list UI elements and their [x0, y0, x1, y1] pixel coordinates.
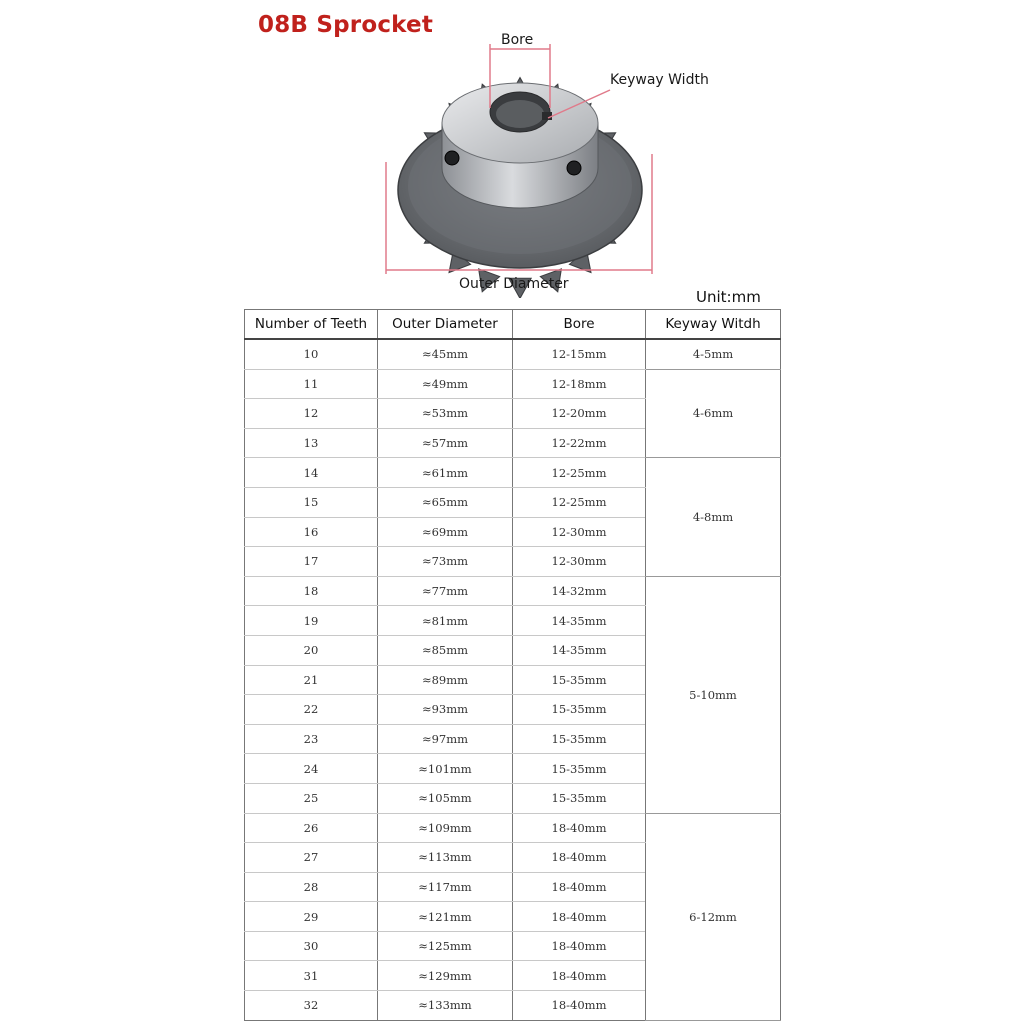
teeth-cell: 23 — [245, 724, 378, 754]
teeth-cell: 21 — [245, 665, 378, 695]
keyway-slot — [542, 112, 552, 120]
outer-diameter-cell: ≈109mm — [378, 813, 513, 843]
teeth-cell: 19 — [245, 606, 378, 636]
bore-cell: 12-20mm — [513, 399, 646, 429]
bore-cell: 15-35mm — [513, 754, 646, 784]
outer-diameter-cell: ≈65mm — [378, 487, 513, 517]
keyway-width-cell: 4-8mm — [646, 458, 781, 576]
bore-cell: 12-25mm — [513, 487, 646, 517]
table-row — [245, 458, 781, 488]
bore-cell: 18-40mm — [513, 931, 646, 961]
header-keyway-width: Keyway Witdh — [646, 310, 781, 340]
bore-cell: 14-32mm — [513, 576, 646, 606]
header-teeth: Number of Teeth — [245, 310, 378, 340]
outer-diameter-cell: ≈113mm — [378, 843, 513, 873]
bore-cell: 12-30mm — [513, 517, 646, 547]
teeth-cell: 16 — [245, 517, 378, 547]
table-body — [245, 339, 781, 1020]
sprocket-figure — [370, 28, 730, 298]
bore-cell: 12-18mm — [513, 369, 646, 399]
set-screw-right — [567, 161, 581, 175]
keyway-width-label: Keyway Width — [610, 72, 709, 88]
outer-diameter-cell: ≈81mm — [378, 606, 513, 636]
bore-cell: 14-35mm — [513, 635, 646, 665]
bore-cell: 12-15mm — [513, 339, 646, 369]
outer-diameter-cell: ≈85mm — [378, 635, 513, 665]
bore-cell: 18-40mm — [513, 872, 646, 902]
bore-cell: 15-35mm — [513, 695, 646, 725]
outer-diameter-cell: ≈97mm — [378, 724, 513, 754]
outer-diameter-cell: ≈45mm — [378, 339, 513, 369]
table-header-row — [245, 310, 781, 340]
teeth-cell: 31 — [245, 961, 378, 991]
teeth-cell: 15 — [245, 487, 378, 517]
outer-diameter-cell: ≈73mm — [378, 547, 513, 577]
outer-diameter-cell: ≈101mm — [378, 754, 513, 784]
teeth-cell: 25 — [245, 783, 378, 813]
outer-diameter-cell: ≈69mm — [378, 517, 513, 547]
teeth-cell: 20 — [245, 635, 378, 665]
keyway-width-cell: 4-6mm — [646, 369, 781, 458]
bore-cell: 18-40mm — [513, 961, 646, 991]
unit-label: Unit:mm — [696, 288, 761, 306]
outer-diameter-cell: ≈121mm — [378, 902, 513, 932]
bore-cell: 15-35mm — [513, 724, 646, 754]
teeth-cell: 13 — [245, 428, 378, 458]
outer-diameter-cell: ≈117mm — [378, 872, 513, 902]
bore-cell: 18-40mm — [513, 843, 646, 873]
teeth-cell: 32 — [245, 991, 378, 1021]
teeth-cell: 30 — [245, 931, 378, 961]
teeth-cell: 22 — [245, 695, 378, 725]
teeth-cell: 27 — [245, 843, 378, 873]
keyway-width-cell: 4-5mm — [646, 339, 781, 369]
teeth-cell: 28 — [245, 872, 378, 902]
bore-cell: 15-35mm — [513, 783, 646, 813]
bore-cell: 14-35mm — [513, 606, 646, 636]
teeth-cell: 26 — [245, 813, 378, 843]
spec-table — [244, 309, 781, 1021]
outer-diameter-cell: ≈57mm — [378, 428, 513, 458]
header-bore: Bore — [513, 310, 646, 340]
teeth-cell: 12 — [245, 399, 378, 429]
bore-cell: 12-25mm — [513, 458, 646, 488]
bore-cell: 12-30mm — [513, 547, 646, 577]
outer-diameter-cell: ≈53mm — [378, 399, 513, 429]
teeth-cell: 11 — [245, 369, 378, 399]
bore-cell: 18-40mm — [513, 813, 646, 843]
keyway-width-cell: 5-10mm — [646, 576, 781, 813]
teeth-cell: 24 — [245, 754, 378, 784]
teeth-cell: 17 — [245, 547, 378, 577]
outer-diameter-cell: ≈93mm — [378, 695, 513, 725]
outer-diameter-cell: ≈129mm — [378, 961, 513, 991]
teeth-cell: 10 — [245, 339, 378, 369]
teeth-cell: 29 — [245, 902, 378, 932]
bore-cell: 12-22mm — [513, 428, 646, 458]
outer-diameter-cell: ≈89mm — [378, 665, 513, 695]
outer-diameter-cell: ≈77mm — [378, 576, 513, 606]
table-row — [245, 813, 781, 843]
outer-diameter-cell: ≈133mm — [378, 991, 513, 1021]
bore-cell: 15-35mm — [513, 665, 646, 695]
outer-diameter-label: Outer Diameter — [459, 276, 569, 292]
set-screw-left — [445, 151, 459, 165]
bore-cell: 18-40mm — [513, 902, 646, 932]
table-row — [245, 339, 781, 369]
page-title: 08B Sprocket — [258, 12, 434, 38]
outer-diameter-cell: ≈105mm — [378, 783, 513, 813]
teeth-cell: 14 — [245, 458, 378, 488]
outer-diameter-cell: ≈61mm — [378, 458, 513, 488]
outer-diameter-cell: ≈49mm — [378, 369, 513, 399]
table-row — [245, 576, 781, 606]
bore-label: Bore — [501, 32, 534, 48]
bore-cell: 18-40mm — [513, 991, 646, 1021]
teeth-cell: 18 — [245, 576, 378, 606]
header-outer-diameter: Outer Diameter — [378, 310, 513, 340]
keyway-width-cell: 6-12mm — [646, 813, 781, 1020]
sprocket-illustration — [370, 28, 730, 298]
table-row — [245, 369, 781, 399]
outer-diameter-cell: ≈125mm — [378, 931, 513, 961]
